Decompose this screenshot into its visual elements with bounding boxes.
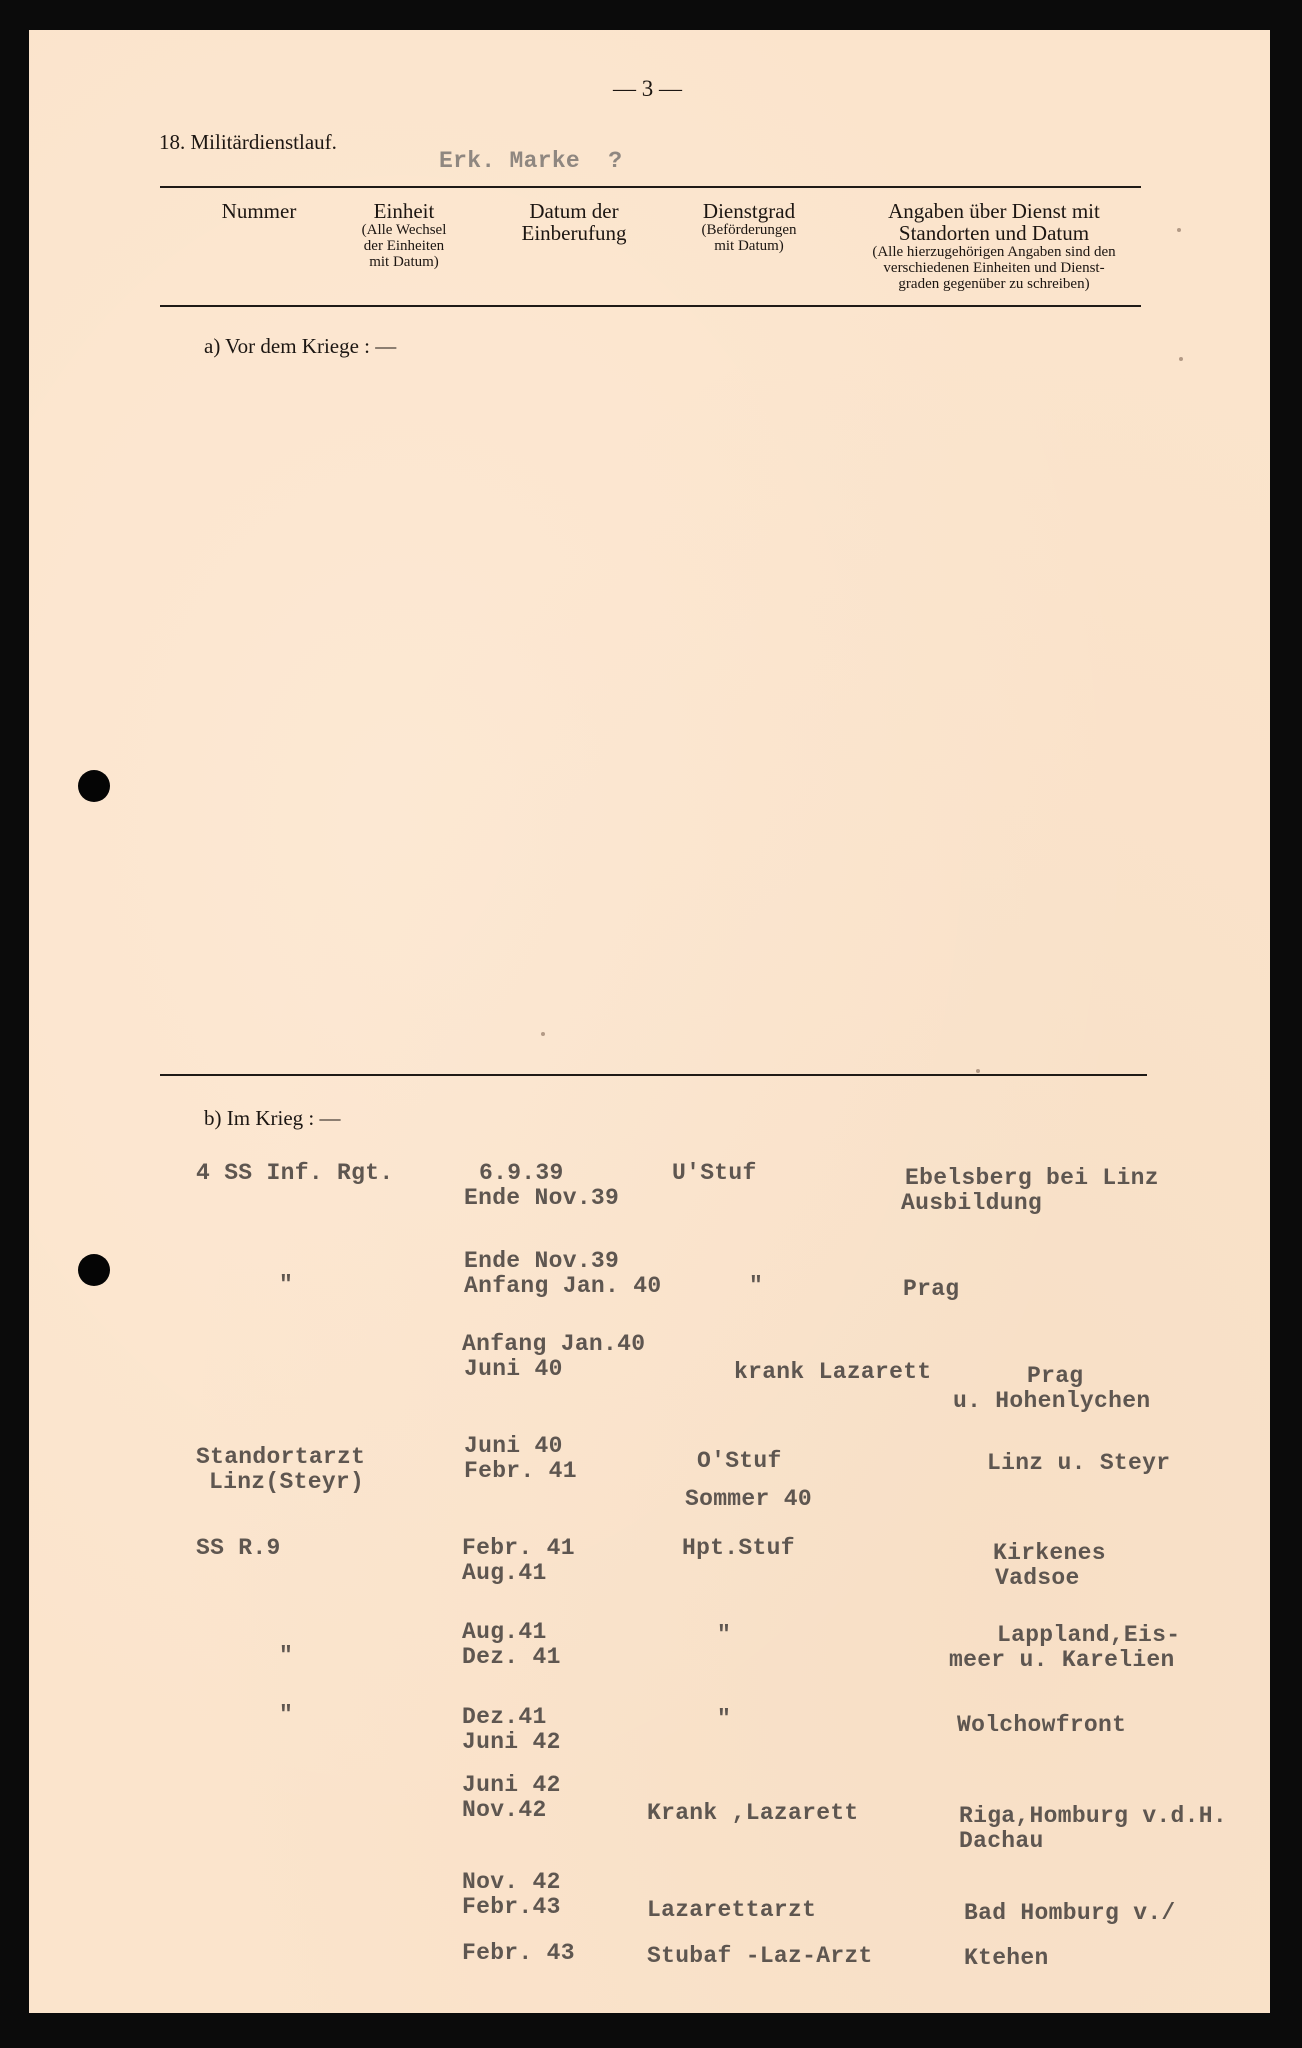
section-title: 18. Militärdienstlauf. [159, 130, 337, 154]
entry-einheit: " [279, 1702, 294, 1728]
entry-datum: Aug.41 [462, 1560, 547, 1586]
punch-hole-lower [78, 1254, 110, 1286]
entry-datum: Ende Nov.39 [464, 1185, 620, 1211]
paper-speck [1179, 357, 1183, 361]
entry-datum: Aug.41 [462, 1619, 547, 1645]
entry-dienstgrad: O'Stuf [697, 1448, 782, 1474]
punch-hole-upper [78, 770, 110, 802]
entry-angaben: Prag [1027, 1363, 1084, 1389]
header-bottom-rule [160, 305, 1141, 307]
paper-speck [976, 1069, 980, 1073]
paper-speck [541, 1032, 545, 1036]
entry-angaben: Ausbildung [901, 1190, 1043, 1216]
entry-datum: Ende Nov.39 [464, 1248, 620, 1274]
column-datum-title: Datum der [529, 199, 619, 223]
entry-angaben: Riga,Homburg v.d.H. [959, 1803, 1227, 1829]
column-einheit-note: mit Datum) [369, 254, 439, 270]
entry-angaben: meer u. Karelien [949, 1647, 1175, 1673]
entry-dienstgrad: " [717, 1706, 732, 1732]
entry-datum: Febr. 41 [462, 1535, 575, 1561]
entry-datum: Dez.41 [462, 1704, 547, 1730]
entry-einheit: " [279, 1643, 294, 1669]
document-sheet [29, 30, 1270, 2013]
column-dienstgrad-note: (Beförderungen [701, 222, 797, 238]
section-a-label: a) Vor dem Kriege : — [204, 334, 397, 358]
entry-dienstgrad: Krank ,Lazarett [647, 1800, 859, 1826]
entry-einheit: Standortarzt [196, 1444, 366, 1470]
entry-datum: Nov. 42 [462, 1869, 561, 1895]
typed-note: Erk. Marke ? [439, 148, 623, 174]
column-einheit-title: Einheit [373, 199, 435, 223]
entry-datum: Dez. 41 [462, 1644, 561, 1670]
column-nummer: Nummer [221, 199, 297, 223]
entry-angaben: Ktehen [964, 1945, 1049, 1971]
column-angaben-title: Angaben über Dienst mit [888, 199, 1100, 223]
entry-angaben: Vadsoe [995, 1565, 1080, 1591]
entry-datum: Febr. 43 [462, 1940, 575, 1966]
entry-dienstgrad: krank Lazarett [734, 1359, 932, 1385]
entry-angaben: Wolchowfront [957, 1712, 1127, 1738]
entry-dienstgrad: Stubaf -Laz-Arzt [647, 1943, 873, 1969]
entry-dienstgrad: Lazarettarzt [647, 1897, 817, 1923]
entry-angaben: Kirkenes [993, 1540, 1106, 1566]
entry-dienstgrad: " [717, 1622, 732, 1648]
column-dienstgrad [669, 200, 829, 254]
paper-speck [1177, 228, 1181, 232]
column-angaben [829, 200, 1159, 292]
entry-datum: Nov.42 [462, 1797, 547, 1823]
column-angaben-note: graden gegenüber zu schreiben) [898, 276, 1090, 292]
entry-einheit: 4 SS Inf. Rgt. [196, 1160, 394, 1186]
entry-datum: Febr.43 [462, 1894, 561, 1920]
entry-einheit: Linz(Steyr) [209, 1469, 365, 1495]
entry-datum: Juni 40 [464, 1433, 563, 1459]
entry-dienstgrad: Sommer 40 [685, 1486, 812, 1512]
entry-angaben: Prag [903, 1276, 960, 1302]
entry-angaben: Bad Homburg v./ [964, 1900, 1176, 1926]
entry-angaben: u. Hohenlychen [953, 1388, 1151, 1414]
entry-datum: Juni 42 [462, 1729, 561, 1755]
entry-dienstgrad: " [749, 1273, 764, 1299]
entry-datum: Juni 40 [464, 1356, 563, 1382]
entry-einheit: " [279, 1272, 294, 1298]
entry-datum: Febr. 41 [464, 1458, 577, 1484]
entry-datum: Juni 42 [462, 1772, 561, 1798]
section-divider-rule [160, 1074, 1147, 1076]
column-dienstgrad-note: mit Datum) [714, 238, 784, 254]
header-top-rule [160, 186, 1141, 188]
entry-einheit: SS R.9 [196, 1535, 281, 1561]
column-einheit-note: (Alle Wechsel [361, 222, 447, 238]
entry-dienstgrad: U'Stuf [672, 1160, 757, 1186]
section-b-label: b) Im Krieg : — [204, 1106, 341, 1130]
entry-dienstgrad: Hpt.Stuf [682, 1535, 795, 1561]
entry-datum: Anfang Jan.40 [462, 1331, 646, 1357]
entry-datum: Anfang Jan. 40 [464, 1273, 662, 1299]
page-number: — 3 — [613, 76, 682, 101]
column-angaben-note: (Alle hierzugehörigen Angaben sind den [872, 244, 1116, 260]
column-einheit-note: der Einheiten [363, 238, 445, 254]
column-dienstgrad-title: Dienstgrad [702, 199, 796, 223]
column-angaben-title: Standorten und Datum [898, 221, 1090, 245]
column-datum [484, 200, 664, 244]
entry-angaben: Linz u. Steyr [987, 1450, 1171, 1476]
entry-angaben: Dachau [959, 1828, 1044, 1854]
entry-datum: 6.9.39 [479, 1160, 564, 1186]
column-einheit [329, 200, 479, 270]
entry-angaben: Ebelsberg bei Linz [905, 1165, 1159, 1191]
entry-angaben: Lappland,Eis- [997, 1622, 1181, 1648]
column-datum-title: Einberufung [521, 221, 627, 245]
column-angaben-note: verschiedenen Einheiten und Dienst- [883, 260, 1105, 276]
